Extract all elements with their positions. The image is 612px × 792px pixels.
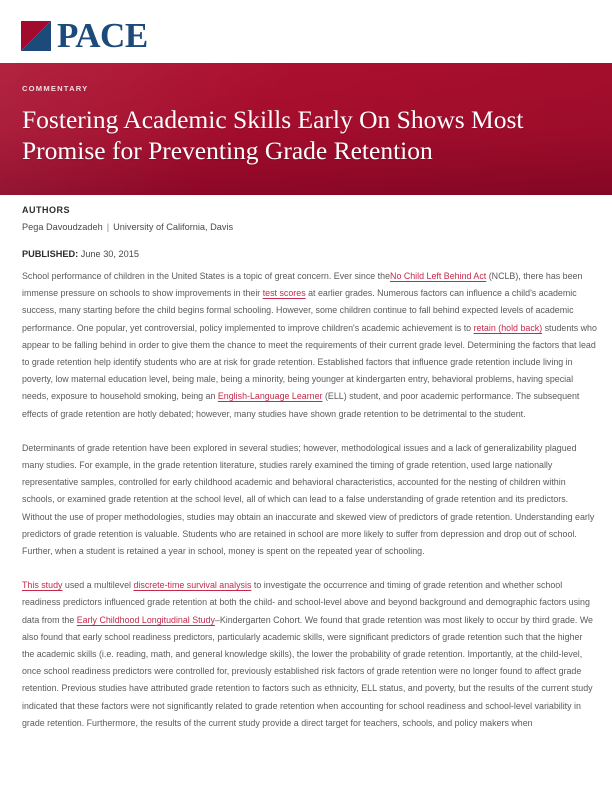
link-no-child-left-behind-act[interactable]: No Child Left Behind Act bbox=[390, 271, 487, 281]
published-label: PUBLISHED: bbox=[22, 249, 79, 259]
link-retain-hold-back[interactable]: retain (hold back) bbox=[473, 322, 543, 333]
link-early-childhood-longitudinal-study[interactable]: Early Childhood Longitudinal Study bbox=[76, 614, 215, 625]
author-name: Pega Davoudzadeh bbox=[22, 222, 103, 232]
link-test-scores[interactable]: test scores bbox=[262, 288, 306, 299]
p3-text-b: to investigate the occurrence and timing of grade retention and whether school readiness predictors influenced grade retention at both the child- and school-level above and beyond background and demographic factors using data from the bbox=[22, 580, 590, 625]
p1-text-b: (NCLB), there has been immense pressure on schools to show improvements in their bbox=[22, 271, 583, 299]
author-affiliation: University of California, Davis bbox=[113, 222, 234, 232]
paragraph-3 bbox=[22, 577, 597, 732]
author-separator: | bbox=[106, 222, 110, 232]
author-line bbox=[22, 221, 597, 234]
article-category-kicker: COMMENTARY bbox=[22, 84, 89, 93]
p1-text-d: students who appear to be falling behind in order to give them the chance to meet the requirements of their current grade level. Determining the factors that lead to grade retention help identify students who are at risk for grade retention. Established factors that influence grade retention include living in poverty, low maternal education level, being male, being a minority, being younger at kindergarten entry, behavioral problems, having special needs, exposure to household smoking, being an bbox=[22, 322, 597, 402]
published-date: June 30, 2015 bbox=[80, 249, 139, 259]
p1-text-c: at earlier grades. Numerous factors can influence a child's academic success, many starting before the child begins formal schooling. However, some children continue to fall behind expected levels of academic performance. One popular, yet controversial, policy implemented to improve children's academic achievement is to bbox=[22, 288, 577, 333]
article-body bbox=[22, 268, 597, 732]
p1-text-e: (ELL) student, and poor academic performance. The subsequent effects of grade retention are hotly debated; however, many studies have shown grade retention to be detrimental to the student. bbox=[22, 391, 580, 419]
paragraph-1 bbox=[22, 268, 597, 423]
link-discrete-time-survival-analysis[interactable]: discrete-time survival analysis bbox=[133, 580, 252, 591]
pace-logo[interactable] bbox=[21, 16, 148, 55]
paragraph-2: Determinants of grade retention have been explored in several studies; however, methodological issues and a lack of generalizability plagued many studies. For example, in the grade retention literature, studies rarely examined the timing of grade retention, used large nationally representative samples, controlled for early childhood academic and behavioral characteristics, accounted for the nesting of children within schools, or examined grade retention at the school level, all of which can lead to a false understanding of grade retention and its predictors. Without the use of proper methodologies, studies may obtain an inaccurate and skewed view of predictors of grade retention. Understanding early predictors of grade retention is valuable. Students who are retained in school are more likely to suffer from depression and drop out of school. Further, when a student is retained a year in school, money is spent on the repeated year of schooling. bbox=[22, 442, 595, 557]
p1-text-a: School performance of children in the United States is a topic of great concern. Ever since the bbox=[22, 271, 391, 281]
link-english-language-learner[interactable]: English-Language Learner bbox=[217, 391, 323, 402]
p3-text-c: –Kindergarten Cohort. We found that grade retention was most likely to occur by third grade. We also found that early school readiness predictors, particularly academic skills, were significant predictors of grade retention such that the higher the academic skills (i.e. reading, math, and general knowledge skills), the lower the probability of grade retention. Importantly, at the child-level, once school readiness predictors were controlled for, previously established risk factors of grade retention were no longer found to affect grade retention. Previous studies have attributed grade retention to factors such as ethnicity, ELL status, and poverty, but the results of the current study indicated that these factors were not significantly related to grade retention when accounting for school readiness and school-level variability in grade retention. Furthermore, the results of the current study provide a direct target for teachers, schools, and policy makers when bbox=[22, 614, 593, 728]
hero-banner bbox=[0, 63, 612, 195]
pace-logo-wordmark: PACE bbox=[57, 16, 148, 55]
published-line bbox=[22, 248, 597, 261]
link-this-study[interactable]: This study bbox=[22, 580, 63, 591]
p3-text-a: used a multilevel bbox=[62, 580, 134, 591]
authors-label: AUTHORS bbox=[22, 205, 70, 215]
article-meta bbox=[22, 205, 597, 261]
pace-logo-mark-icon bbox=[21, 21, 51, 51]
site-header bbox=[0, 0, 612, 63]
page-title: Fostering Academic Skills Early On Shows Most Promise for Preventing Grade Retention bbox=[22, 105, 524, 165]
